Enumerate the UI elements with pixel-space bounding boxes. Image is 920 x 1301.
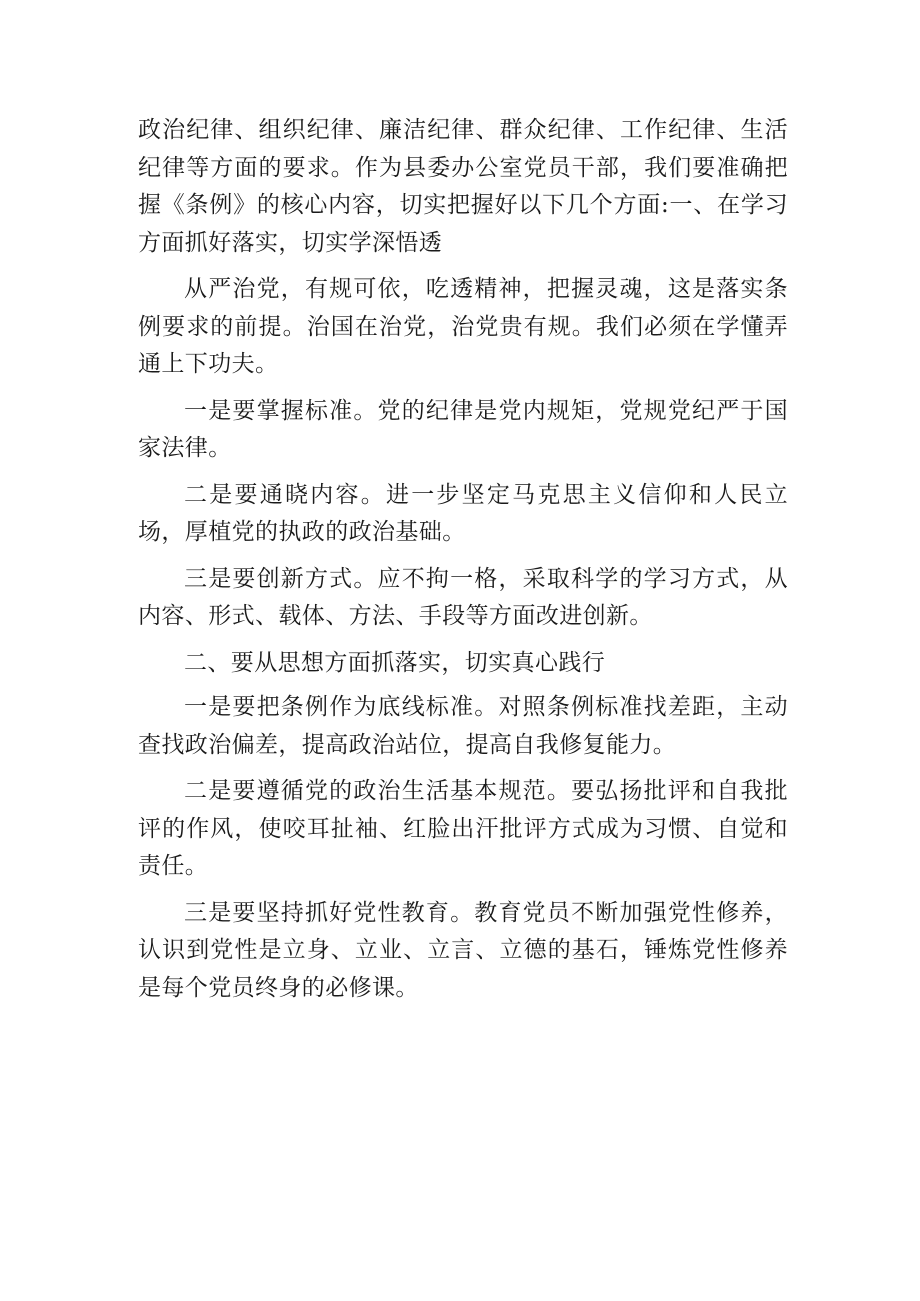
paragraph: 一是要掌握标准。党的纪律是党内规矩，党规党纪严于国家法律。 [138,397,788,461]
paragraph: 一是要把条例作为底线标准。对照条例标准找差距，主动查找政治偏差，提高政治站位，提高自我修复能力。 [138,694,788,758]
paragraph: 二是要通晓内容。进一步坚定马克思主义信仰和人民立场，厚植党的执政的政治基础。 [138,481,788,545]
paragraph: 三是要坚持抓好党性教育。教育党员不断加强党性修养，认识到党性是立身、立业、立言、立德的基石，锤炼党性修养是每个党员终身的必修课。 [138,899,788,1001]
section-heading: 二、要从思想方面抓落实，切实真心践行 [184,649,606,676]
paragraph: 三是要创新方式。应不拘一格，采取科学的学习方式，从内容、形式、载体、方法、手段等方面改进创新。 [138,565,788,629]
paragraph-continuation: 政治纪律、组织纪律、廉洁纪律、群众纪律、工作纪律、生活纪律等方面的要求。作为县委办公室党员干部，我们要准确把握《条例》的核心内容，切实把握好以下几个方面:一、在学习方面抓好落实，切实学深悟透 [138,117,788,256]
document-body [138,112,788,1016]
paragraph: 从严治党，有规可依，吃透精神，把握灵魂，这是落实条例要求的前提。治国在治党，治党贵有规。我们必须在学懂弄通上下功夫。 [138,276,788,377]
paragraph: 二是要遵循党的政治生活基本规范。要弘扬批评和自我批评的作风，使咬耳扯袖、红脸出汗批评方式成为习惯、自觉和责任。 [138,778,788,879]
